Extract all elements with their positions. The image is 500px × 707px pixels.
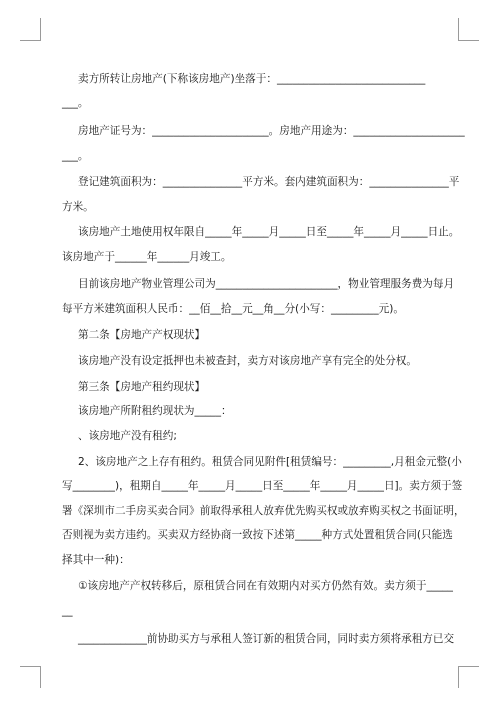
text-line-completion: 该房地产于______年______月竣工。: [62, 251, 232, 263]
text-line-no-lease: 、该房地产没有租约;: [78, 430, 177, 442]
text-line-property-mgmt: 目前该房地产物业管理公司为_______________________，物业管理服务费为每月: [78, 278, 455, 290]
text-line-breach: 否则视为卖方违约。买卖双方经协商一致按下述第_____种方式处置租赁合同(只能选: [62, 529, 453, 541]
text-line-lease-exists: 2、该房地产之上存有租约。租赁合同见附件[租赁编号：_________,月租金元整(小: [78, 456, 462, 468]
text-line-lease-status: 该房地产所附租约现状为_____：: [78, 405, 232, 417]
text-line-certificate: 房地产证号为：______________________。房地产用途为：_____________________: [78, 125, 465, 137]
text-line-location-cont: ___。: [62, 97, 89, 109]
text-line-ownership: 该房地产没有设定抵押也未被查封，卖方对该房地产享有完全的处分权。: [78, 355, 417, 367]
text-line-area-cont: 方米。: [62, 201, 94, 213]
section-heading-article-2: 第二条【房地产产权现状】: [78, 329, 206, 341]
text-line-option-1: ①该房地产产权转移后，原租赁合同在有效期内对买方仍然有效。卖方须于_____: [78, 580, 453, 592]
text-line-area: 登记建筑面积为：_______________平方米。套内建筑面积为：_______________平: [78, 176, 460, 188]
text-line-option-1-blank: __: [62, 605, 73, 617]
text-line-certificate-cont: ___。: [62, 150, 89, 162]
text-line-location: 卖方所转让房地产(下称该房地产)坐落于：____________________________: [78, 73, 426, 85]
text-line-mgmt-fee: 每平方米建筑面积人民币：__佰__拾__元__角__分(小写：_________元)。: [62, 303, 404, 315]
text-line-option-1-cont: _____________前协助买方与承租人签订新的租赁合同，同时卖方须将承租方已交: [78, 633, 455, 645]
text-line-contract-title: 署《深圳市二手房买卖合同》前取得承租人放弃优先购买权或放弃购买权之书面证明，: [62, 505, 465, 517]
text-line-lease-term: 写________)，租期自_____年_____月_____日至_____年_____月_____日]。卖方须于签: [62, 480, 463, 492]
text-line-choose-one: 择其中一种)：: [62, 554, 130, 566]
text-line-land-use-term: 该房地产土地使用权年限自_____年_____月_____日至_____年_____月_____日止。: [78, 226, 460, 238]
section-heading-article-3: 第三条【房地产租约现状】: [78, 381, 206, 393]
